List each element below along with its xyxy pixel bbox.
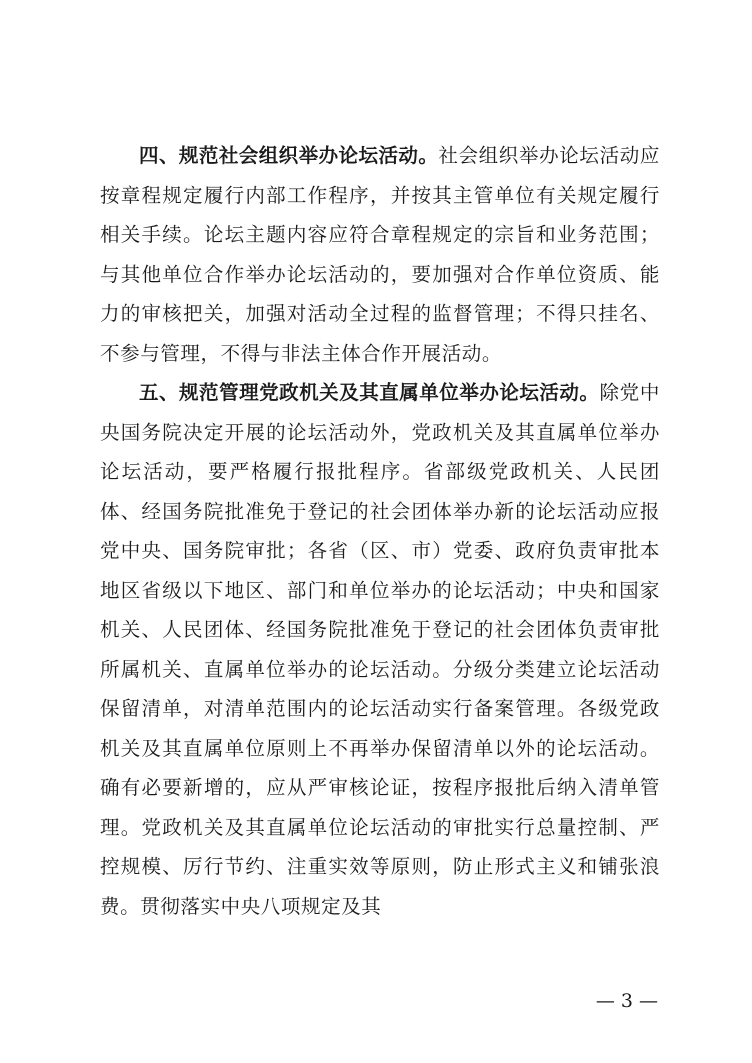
page-number-footer: [596, 990, 658, 1012]
footer-dash-right: —: [639, 990, 658, 1012]
section-five-heading: 五、规范管理党政机关及其直属单位举办论坛活动。: [139, 381, 600, 404]
section-five-body: 除党中央国务院决定开展的论坛活动外，党政机关及其直属单位举办论坛活动，要严格履行报批程序。省部级党政机关、人民团体、经国务院批准免于登记的社会团体举办新的论坛活动应报党中央、国务院审批；各省（区、市）党委、政府负责审批本地区省级以下地区、部门和单位举办的论坛活动；中央和国家机关、人民团体、经国务院批准免于登记的社会团体负责审批所属机关、直属单位举办的论坛活动。分级分类建立论坛活动保留清单，对清单范围内的论坛活动实行备案管理。各级党政机关及其直属单位原则上不再举办保留清单以外的论坛活动。确有必要新增的，应从严审核论证，按程序报批后纳入清单管理。党政机关及其直属单位论坛活动的审批实行总量控制、严控规模、厉行节约、注重实效等原则，防止形式主义和铺张浪费。贯彻落实中央八项规定及其: [100, 381, 660, 918]
section-four-body: 社会组织举办论坛活动应按章程规定履行内部工作程序，并按其主管单位有关规定履行相关手续。论坛主题内容应符合章程规定的宗旨和业务范围；与其他单位合作举办论坛活动的，要加强对合作单位资质、能力的审核把关，加强对活动全过程的监督管理；不得只挂名、不参与管理，不得与非法主体合作开展活动。: [100, 144, 660, 365]
paragraph-section-five: [100, 373, 660, 926]
footer-dash-left: —: [595, 990, 615, 1012]
page-number: 3: [620, 990, 633, 1012]
document-body: [100, 136, 660, 926]
section-four-heading: 四、规范社会组织举办论坛活动。: [139, 144, 439, 167]
paragraph-section-four: [100, 136, 660, 373]
